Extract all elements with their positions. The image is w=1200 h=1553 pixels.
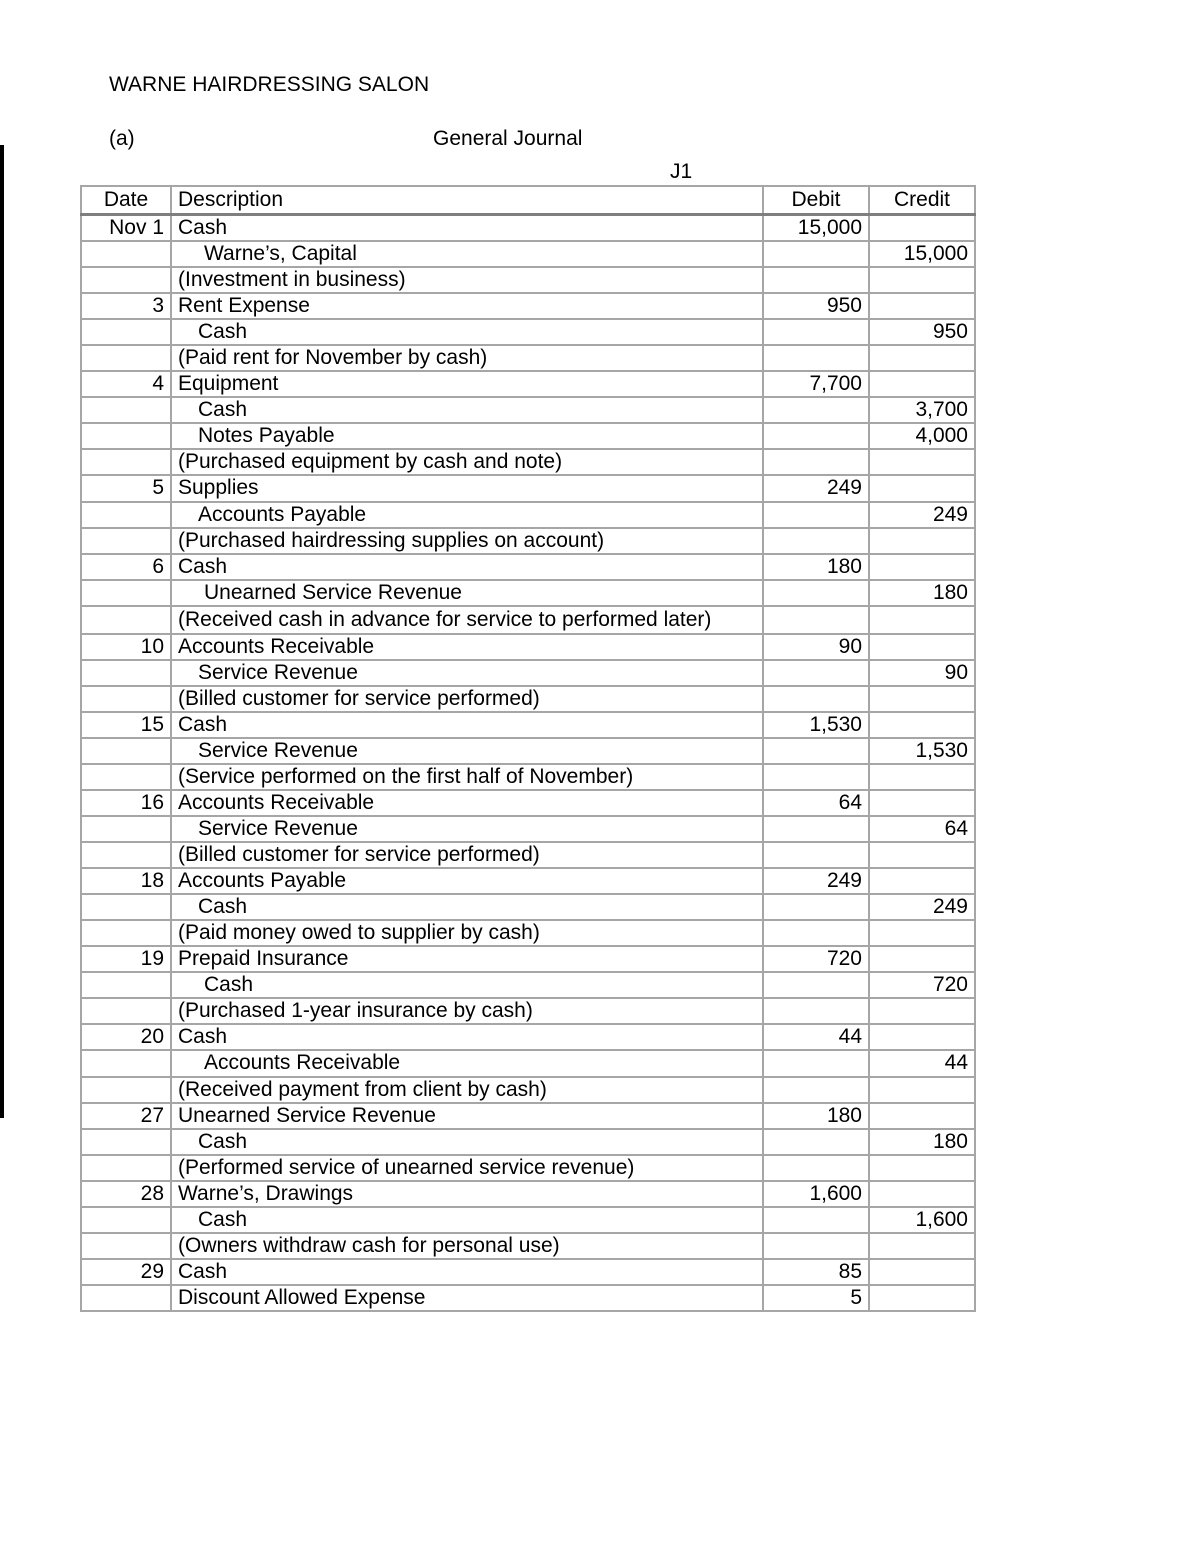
- entry-date: [81, 738, 171, 764]
- entry-debit: 5: [763, 1285, 869, 1311]
- entry-debit: 720: [763, 946, 869, 972]
- entry-credit: [869, 554, 975, 580]
- entry-date: Nov 1: [81, 215, 171, 242]
- entry-date: 19: [81, 946, 171, 972]
- journal-row: [81, 790, 975, 816]
- entry-date: [81, 267, 171, 293]
- entry-debit: [763, 345, 869, 371]
- entry-date: [81, 660, 171, 686]
- entry-description: Warne’s, Capital: [171, 241, 763, 267]
- entry-description: (Paid money owed to supplier by cash): [171, 920, 763, 946]
- entry-credit: [869, 606, 975, 634]
- entry-credit: [869, 1103, 975, 1129]
- entry-description: Discount Allowed Expense: [171, 1285, 763, 1311]
- journal-row: [81, 319, 975, 345]
- journal-row: [81, 634, 975, 660]
- entry-date: [81, 1129, 171, 1155]
- entry-description: (Purchased hairdressing supplies on account): [171, 528, 763, 554]
- journal-row: [81, 1103, 975, 1129]
- entry-date: [81, 686, 171, 712]
- entry-description: Accounts Receivable: [171, 634, 763, 660]
- entry-date: 28: [81, 1181, 171, 1207]
- entry-description: Cash: [171, 1207, 763, 1233]
- left-margin-rule: [0, 145, 4, 1118]
- entry-date: [81, 528, 171, 554]
- entry-date: [81, 920, 171, 946]
- entry-credit: 950: [869, 319, 975, 345]
- entry-description: (Owners withdraw cash for personal use): [171, 1233, 763, 1259]
- entry-date: [81, 502, 171, 528]
- entry-credit: [869, 842, 975, 868]
- journal-row: [81, 712, 975, 738]
- journal-row: [81, 920, 975, 946]
- entry-credit: [869, 998, 975, 1024]
- entry-credit: [869, 1024, 975, 1050]
- entry-debit: 90: [763, 634, 869, 660]
- entry-credit: [869, 1181, 975, 1207]
- journal-row: [81, 267, 975, 293]
- company-name: WARNE HAIRDRESSING SALON: [109, 73, 430, 96]
- credit-column-header: Credit: [869, 186, 975, 215]
- entry-description: Service Revenue: [171, 660, 763, 686]
- entry-debit: 1,530: [763, 712, 869, 738]
- entry-description: Cash: [171, 712, 763, 738]
- entry-credit: [869, 868, 975, 894]
- journal-row: [81, 738, 975, 764]
- entry-description: Cash: [171, 1024, 763, 1050]
- entry-description: Service Revenue: [171, 816, 763, 842]
- entry-description: Accounts Receivable: [171, 1050, 763, 1076]
- journal-row: [81, 293, 975, 319]
- entry-credit: 44: [869, 1050, 975, 1076]
- journal-row: [81, 660, 975, 686]
- journal-row: [81, 946, 975, 972]
- entry-credit: [869, 634, 975, 660]
- entry-description: (Paid rent for November by cash): [171, 345, 763, 371]
- entry-credit: 249: [869, 894, 975, 920]
- entry-credit: 249: [869, 502, 975, 528]
- entry-date: [81, 423, 171, 449]
- entry-debit: [763, 319, 869, 345]
- entry-credit: 180: [869, 580, 975, 606]
- entry-debit: 1,600: [763, 1181, 869, 1207]
- entry-debit: 44: [763, 1024, 869, 1050]
- journal-row: [81, 894, 975, 920]
- entry-description: Cash: [171, 972, 763, 998]
- entry-credit: 1,530: [869, 738, 975, 764]
- journal-row: [81, 1024, 975, 1050]
- entry-description: Notes Payable: [171, 423, 763, 449]
- entry-debit: [763, 1077, 869, 1103]
- description-column-header: Description: [171, 186, 763, 215]
- entry-description: Cash: [171, 397, 763, 423]
- journal-row: [81, 371, 975, 397]
- journal-row: [81, 554, 975, 580]
- entry-debit: [763, 1050, 869, 1076]
- entry-credit: [869, 1155, 975, 1181]
- entry-debit: [763, 397, 869, 423]
- entry-credit: [869, 345, 975, 371]
- entry-description: Cash: [171, 319, 763, 345]
- entry-debit: [763, 842, 869, 868]
- entry-date: 29: [81, 1259, 171, 1285]
- entry-debit: [763, 894, 869, 920]
- date-column-header: Date: [81, 186, 171, 215]
- entry-credit: 3,700: [869, 397, 975, 423]
- entry-credit: [869, 764, 975, 790]
- entry-debit: [763, 580, 869, 606]
- entry-description: Accounts Receivable: [171, 790, 763, 816]
- journal-row: [81, 423, 975, 449]
- entry-credit: [869, 293, 975, 319]
- entry-description: Cash: [171, 554, 763, 580]
- entry-credit: 64: [869, 816, 975, 842]
- entry-date: [81, 972, 171, 998]
- entry-debit: [763, 920, 869, 946]
- entry-credit: [869, 449, 975, 475]
- journal-row: [81, 868, 975, 894]
- entry-credit: [869, 1285, 975, 1311]
- entry-description: Cash: [171, 215, 763, 242]
- entry-date: 3: [81, 293, 171, 319]
- entry-description: Cash: [171, 894, 763, 920]
- entry-debit: 950: [763, 293, 869, 319]
- entry-debit: [763, 606, 869, 634]
- entry-date: [81, 580, 171, 606]
- entry-credit: [869, 920, 975, 946]
- entry-description: Service Revenue: [171, 738, 763, 764]
- journal-row: [81, 528, 975, 554]
- entry-date: [81, 241, 171, 267]
- journal-row: [81, 1233, 975, 1259]
- entry-description: (Investment in business): [171, 267, 763, 293]
- entry-credit: [869, 790, 975, 816]
- entry-debit: [763, 528, 869, 554]
- entry-debit: 180: [763, 554, 869, 580]
- entry-debit: 7,700: [763, 371, 869, 397]
- entry-credit: [869, 267, 975, 293]
- entry-credit: 1,600: [869, 1207, 975, 1233]
- journal-row: [81, 1207, 975, 1233]
- entry-credit: [869, 686, 975, 712]
- entry-debit: [763, 241, 869, 267]
- entry-date: 20: [81, 1024, 171, 1050]
- entry-debit: 64: [763, 790, 869, 816]
- entry-date: [81, 606, 171, 634]
- entry-debit: [763, 1129, 869, 1155]
- entry-debit: 249: [763, 868, 869, 894]
- entry-date: [81, 842, 171, 868]
- entry-credit: 15,000: [869, 241, 975, 267]
- journal-row: [81, 345, 975, 371]
- entry-description: (Service performed on the first half of November): [171, 764, 763, 790]
- entry-debit: [763, 423, 869, 449]
- journal-row: [81, 397, 975, 423]
- entry-credit: [869, 1233, 975, 1259]
- entry-description: Equipment: [171, 371, 763, 397]
- journal-row: [81, 972, 975, 998]
- entry-description: Rent Expense: [171, 293, 763, 319]
- entry-date: 27: [81, 1103, 171, 1129]
- entry-description: (Purchased 1-year insurance by cash): [171, 998, 763, 1024]
- entry-debit: [763, 267, 869, 293]
- entry-description: (Billed customer for service performed): [171, 686, 763, 712]
- journal-row: [81, 1077, 975, 1103]
- journal-row: [81, 686, 975, 712]
- entry-debit: [763, 502, 869, 528]
- entry-credit: [869, 1259, 975, 1285]
- entry-description: (Purchased equipment by cash and note): [171, 449, 763, 475]
- entry-debit: [763, 998, 869, 1024]
- entry-date: 6: [81, 554, 171, 580]
- entry-description: Cash: [171, 1129, 763, 1155]
- entry-date: 18: [81, 868, 171, 894]
- entry-credit: [869, 1077, 975, 1103]
- journal-row: [81, 1259, 975, 1285]
- entry-date: 10: [81, 634, 171, 660]
- entry-credit: 4,000: [869, 423, 975, 449]
- entry-date: [81, 397, 171, 423]
- entry-date: [81, 998, 171, 1024]
- journal-row: [81, 502, 975, 528]
- journal-row: [81, 606, 975, 634]
- entry-description: (Received payment from client by cash): [171, 1077, 763, 1103]
- journal-row: [81, 215, 975, 242]
- entry-credit: 720: [869, 972, 975, 998]
- entry-debit: [763, 660, 869, 686]
- entry-debit: [763, 1155, 869, 1181]
- entry-description: Warne’s, Drawings: [171, 1181, 763, 1207]
- debit-column-header: Debit: [763, 186, 869, 215]
- entry-debit: 85: [763, 1259, 869, 1285]
- entry-debit: [763, 1233, 869, 1259]
- entry-debit: [763, 1207, 869, 1233]
- entry-date: 16: [81, 790, 171, 816]
- journal-row: [81, 998, 975, 1024]
- entry-credit: [869, 215, 975, 242]
- entry-description: Accounts Payable: [171, 502, 763, 528]
- entry-description: Prepaid Insurance: [171, 946, 763, 972]
- journal-body: [81, 215, 975, 1311]
- entry-credit: 180: [869, 1129, 975, 1155]
- journal-row: [81, 580, 975, 606]
- entry-debit: 15,000: [763, 215, 869, 242]
- entry-date: [81, 449, 171, 475]
- entry-description: (Received cash in advance for service to performed later): [171, 606, 763, 634]
- journal-title: General Journal: [433, 127, 583, 150]
- entry-date: [81, 1285, 171, 1311]
- entry-credit: 90: [869, 660, 975, 686]
- entry-credit: [869, 475, 975, 501]
- entry-debit: [763, 449, 869, 475]
- entry-date: [81, 894, 171, 920]
- journal-row: [81, 1129, 975, 1155]
- entry-description: Cash: [171, 1259, 763, 1285]
- entry-date: 4: [81, 371, 171, 397]
- entry-date: [81, 1155, 171, 1181]
- entry-debit: [763, 764, 869, 790]
- journal-row: [81, 449, 975, 475]
- entry-debit: 180: [763, 1103, 869, 1129]
- entry-debit: [763, 972, 869, 998]
- journal-row: [81, 816, 975, 842]
- entry-debit: 249: [763, 475, 869, 501]
- entry-credit: [869, 712, 975, 738]
- general-journal-table: [80, 185, 976, 1312]
- journal-page-ref: J1: [670, 160, 693, 183]
- journal-row: [81, 1050, 975, 1076]
- entry-date: [81, 345, 171, 371]
- journal-row: [81, 842, 975, 868]
- entry-date: [81, 764, 171, 790]
- entry-description: (Billed customer for service performed): [171, 842, 763, 868]
- journal-row: [81, 764, 975, 790]
- journal-row: [81, 1181, 975, 1207]
- entry-date: [81, 816, 171, 842]
- entry-date: [81, 1077, 171, 1103]
- part-label: (a): [109, 127, 135, 150]
- entry-credit: [869, 371, 975, 397]
- journal-row: [81, 1285, 975, 1311]
- entry-description: Unearned Service Revenue: [171, 1103, 763, 1129]
- entry-debit: [763, 816, 869, 842]
- entry-date: [81, 1233, 171, 1259]
- journal-row: [81, 1155, 975, 1181]
- entry-credit: [869, 946, 975, 972]
- header-row: [81, 186, 975, 215]
- entry-date: [81, 1207, 171, 1233]
- entry-date: 15: [81, 712, 171, 738]
- journal-row: [81, 475, 975, 501]
- entry-debit: [763, 686, 869, 712]
- entry-date: [81, 319, 171, 345]
- entry-debit: [763, 738, 869, 764]
- entry-description: (Performed service of unearned service revenue): [171, 1155, 763, 1181]
- entry-description: Accounts Payable: [171, 868, 763, 894]
- entry-date: [81, 1050, 171, 1076]
- journal-row: [81, 241, 975, 267]
- entry-description: Supplies: [171, 475, 763, 501]
- entry-credit: [869, 528, 975, 554]
- journal-header: [81, 186, 975, 215]
- entry-description: Unearned Service Revenue: [171, 580, 763, 606]
- entry-date: 5: [81, 475, 171, 501]
